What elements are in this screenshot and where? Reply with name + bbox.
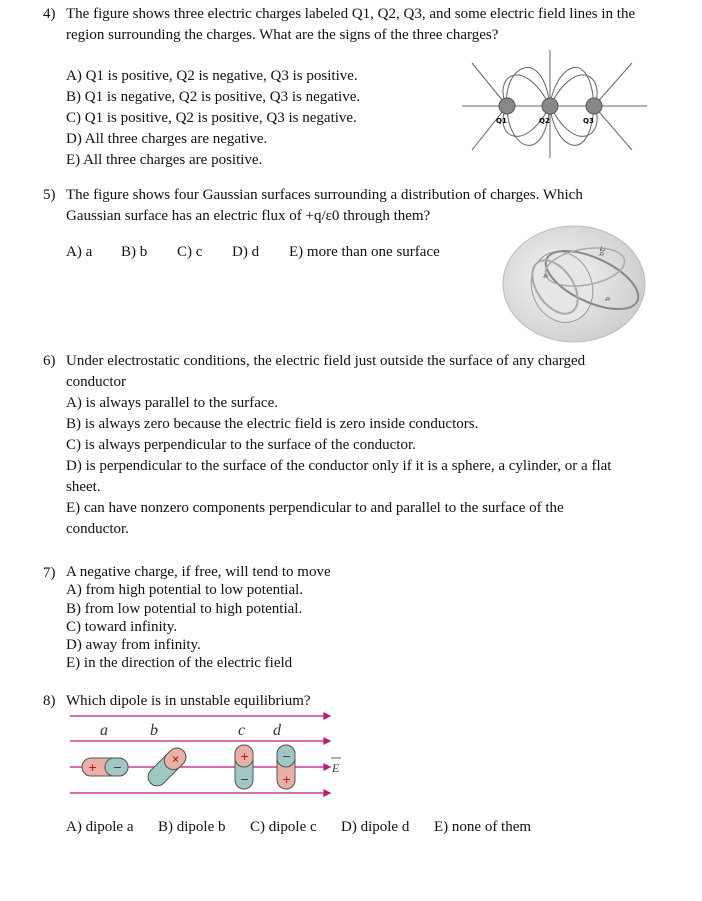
question-number: 6): [43, 353, 56, 369]
dipoles-figure: [66, 710, 356, 805]
plus-sign: +: [88, 761, 98, 774]
arrow-head: [324, 738, 330, 744]
option-d-cont: sheet.: [66, 479, 101, 495]
label-q1: Q1: [496, 117, 507, 125]
dipole-label-d: d: [273, 722, 281, 739]
charge-q1: [499, 98, 515, 114]
plus-sign: +: [282, 773, 292, 786]
minus-sign: −: [113, 761, 123, 774]
charge-label: q: [542, 274, 549, 278]
option-a: A) Q1 is positive, Q2 is negative, Q3 is positive.: [66, 68, 358, 84]
field-line: [550, 106, 594, 145]
minus-sign: −: [282, 750, 292, 763]
question-stem-line: The figure shows three electric charges labeled Q1, Q2, Q3, and some electric field lines in the: [66, 6, 636, 22]
question-number: 7): [43, 565, 56, 581]
question-stem-line: The figure shows four Gaussian surfaces surrounding a distribution of charges. Which: [66, 187, 583, 203]
question-stem-line: A negative charge, if free, will tend to move: [66, 564, 331, 580]
field-label-e: E: [332, 761, 340, 775]
option-d: D) d: [232, 244, 260, 260]
plus-sign: +: [167, 751, 184, 767]
field-line: [594, 63, 632, 106]
option-d: D) All three charges are negative.: [66, 131, 268, 147]
dipole-d: [277, 745, 295, 789]
charge-q2: [542, 98, 558, 114]
dipole-a: [82, 758, 128, 776]
question-number: 4): [43, 6, 56, 22]
field-line: [507, 106, 550, 145]
option-b: B) dipole b: [158, 819, 226, 835]
option-c: C) dipole c: [250, 819, 317, 835]
option-a: A) from high potential to low potential.: [66, 582, 304, 599]
arrow-head: [324, 764, 330, 770]
arrow-head: [324, 713, 330, 719]
field-line: [550, 68, 594, 106]
question-number: 8): [43, 693, 56, 709]
option-e: E) in the direction of the electric field: [66, 655, 293, 672]
option-b: B) Q1 is negative, Q2 is positive, Q3 is negative.: [66, 89, 361, 105]
question-stem-line: conductor: [66, 374, 126, 390]
option-b: B) b: [121, 244, 148, 260]
charge-label: q: [604, 297, 611, 301]
question-stem-line: Under electrostatic conditions, the electric field just outside the surface of any charged: [66, 353, 586, 369]
option-e: E) more than one surface: [289, 244, 440, 260]
question-number: 5): [43, 187, 56, 203]
option-a: A) is always parallel to the surface.: [66, 395, 278, 411]
minus-sign: −: [240, 773, 250, 786]
option-c: C) is always perpendicular to the surface of the conductor.: [66, 437, 416, 453]
question-stem-line: Gaussian surface has an electric flux of +q/ε0 through them?: [66, 208, 431, 224]
field-lines-figure: [462, 48, 647, 160]
question-stem-line: Which dipole is in unstable equilibrium?: [66, 693, 311, 709]
option-e: E) can have nonzero components perpendicular to and parallel to the surface of the: [66, 500, 564, 516]
label-q2: Q2: [539, 117, 550, 125]
option-e-cont: conductor.: [66, 521, 129, 537]
option-c: C) Q1 is positive, Q2 is positive, Q3 is negative.: [66, 110, 357, 126]
dipole-label-c: c: [238, 722, 246, 739]
field-line: [594, 106, 632, 150]
option-d: D) is perpendicular to the surface of the conductor only if it is a sphere, a cylinder, or a flat: [66, 458, 612, 474]
option-c: C) toward infinity.: [66, 618, 178, 635]
option-b: B) from low potential to high potential.: [66, 600, 303, 617]
option-c: C) c: [177, 244, 203, 260]
label-q3: Q3: [583, 117, 594, 125]
option-d: D) dipole d: [341, 819, 410, 835]
charge-label: -2q: [598, 246, 605, 256]
option-d: D) away from infinity.: [66, 637, 201, 654]
plus-sign: +: [240, 750, 250, 763]
dipole-label-b: b: [150, 722, 158, 739]
option-e: E) none of them: [434, 819, 532, 835]
option-a: A) dipole a: [66, 819, 134, 835]
dipole-label-a: a: [100, 722, 108, 739]
question-stem-line: region surrounding the charges. What are the signs of the three charges?: [66, 27, 499, 43]
option-a: A) a: [66, 244, 93, 260]
charge-q3: [586, 98, 602, 114]
gaussian-surfaces-figure: [500, 222, 650, 347]
option-b: B) is always zero because the electric field is zero inside conductors.: [66, 416, 479, 432]
arrow-head: [324, 790, 330, 796]
option-e: E) All three charges are positive.: [66, 152, 263, 168]
dipole-c: [235, 745, 253, 789]
